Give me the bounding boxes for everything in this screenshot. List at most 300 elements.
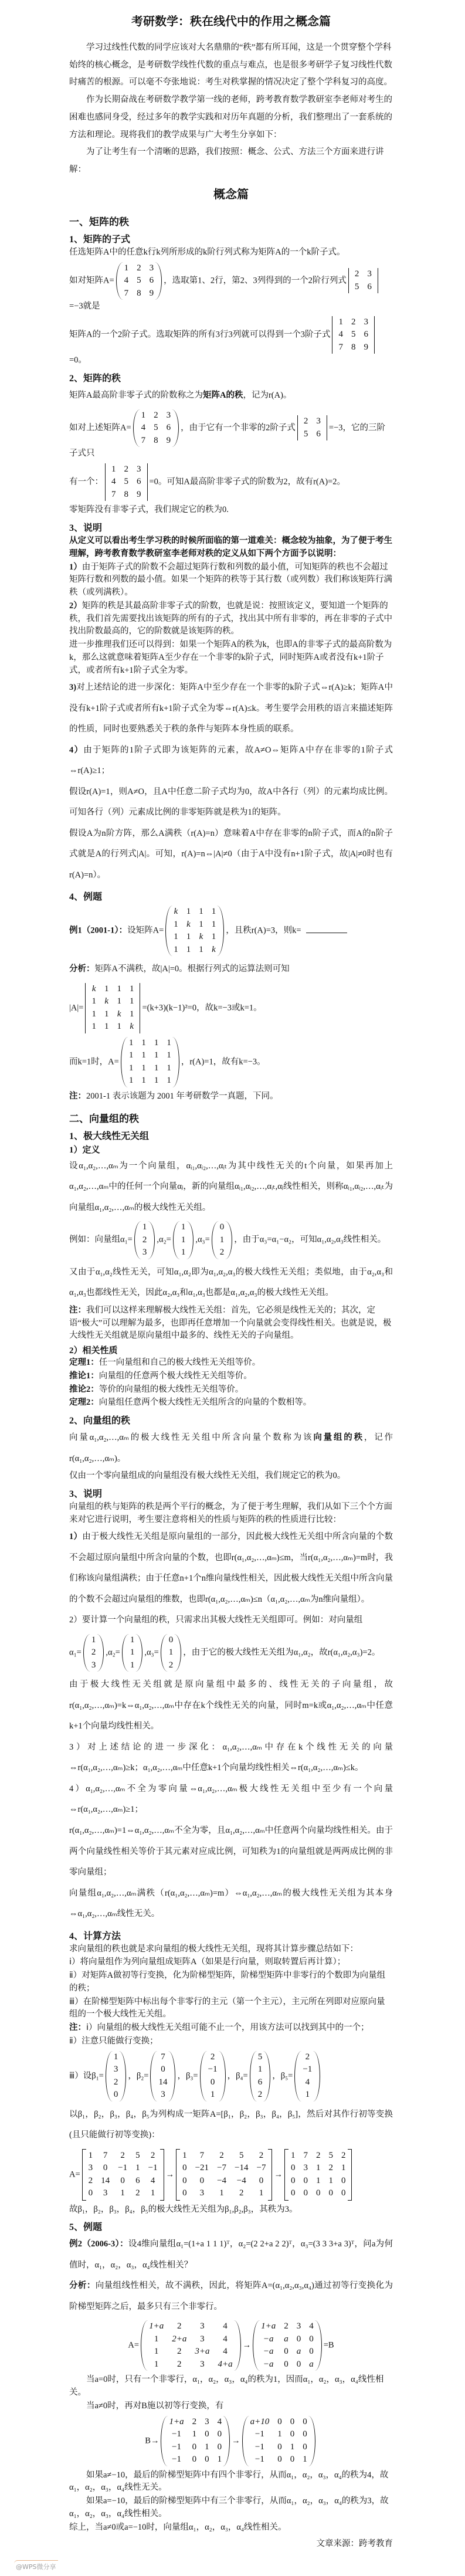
subsection-heading — [69, 889, 393, 903]
bold-text: 推论2： — [69, 1384, 99, 1394]
matrix-cell: 1 — [142, 1222, 147, 1232]
text: 求向量组的秩也就是求向量组的极大线性无关组，现将其计算步骤总结如下： — [69, 1944, 358, 1954]
subsection-heading — [69, 1928, 393, 1942]
matrix-cell: 0 — [290, 2416, 295, 2426]
matrix-cell: 1 — [130, 1635, 135, 1645]
matrix-cell: 2 — [284, 2321, 288, 2331]
matrix-cell: 1 — [141, 1050, 146, 1060]
matrix-cell: 3 — [142, 1248, 147, 1258]
text: 矩阵A最高阶非零子式的阶数称之为 — [69, 391, 203, 400]
text: 向量α₁,α₂,…,αₘ的极大线性无关组中所含向量个数称为该 — [69, 1433, 314, 1443]
matrix-cell: 1 — [154, 1050, 159, 1060]
text: |A|= — [69, 1003, 84, 1013]
matrix-cell: 2 — [120, 2150, 125, 2160]
matrix-cell: 1 — [338, 317, 343, 327]
matrix-cell: 1 — [217, 2455, 222, 2465]
matrix-cell: 1 — [141, 1076, 146, 1086]
text: 二、向量组的秩 — [69, 1113, 139, 1124]
matrix-cell: 1 — [104, 1022, 109, 1032]
matrix-cell: 0 — [284, 2359, 288, 2369]
text: ，由于它的极大线性无关组为α₁,α₂，故r(α₁,α₂,α₃)=2。 — [183, 1648, 381, 1658]
bold-text: 定理2： — [69, 1398, 99, 1408]
matrix-cell: 0 — [217, 2429, 222, 2439]
matrix — [141, 2320, 241, 2371]
matrix-cell: k — [91, 984, 96, 994]
matrix-cell: 1 — [130, 1660, 135, 1670]
text: 由于极大线性无关组就是原向量组中最多的、线性无关的子向量组，故r(α₁,α₂,…,αₘ)=k⇔α₁,α₂,…,αₘ中存在k个线性无关的向量，同时m=k或α₁,α₂,…,αₘ中任意k+1个向量均线性相关。 — [69, 1680, 393, 1731]
matrix-cell: 7 — [199, 2150, 205, 2160]
matrix-cell: 0 — [192, 2442, 197, 2452]
text: 4、例题 — [69, 892, 103, 903]
subsection-heading — [69, 1128, 393, 1142]
subsection-heading — [69, 371, 393, 384]
matrix-cell: 0 — [205, 2455, 209, 2465]
matrix-cell: −1 — [254, 2442, 264, 2452]
paragraph — [69, 1428, 393, 1469]
column-vector — [134, 1221, 155, 1259]
matrix-cell: 6 — [257, 2077, 263, 2087]
matrix — [161, 2416, 230, 2466]
matrix — [176, 2149, 272, 2201]
subsection-heading — [69, 1413, 393, 1426]
bold-text: 2） — [69, 601, 82, 611]
matrix — [165, 906, 224, 956]
matrix — [116, 262, 162, 300]
matrix-cell: 3 — [200, 2334, 205, 2344]
matrix-cell: 0 — [182, 2175, 187, 2185]
matrix-cell: 0 — [277, 2455, 282, 2465]
determinant — [348, 268, 378, 293]
bold-text: 向量组的秩 — [313, 1433, 364, 1443]
text: ，β₂= — [128, 2070, 149, 2080]
column-vector — [161, 1634, 182, 1672]
text: ，β₄= — [227, 2070, 248, 2080]
determinant — [297, 415, 327, 440]
matrix-cell: 4 — [141, 423, 146, 433]
equation-line — [69, 316, 393, 367]
matrix-cell: 2 — [257, 2090, 263, 2100]
matrix-cell: 0 — [290, 2163, 296, 2173]
matrix-cell: 1 — [341, 2163, 346, 2173]
matrix-cell: 2 — [219, 2150, 224, 2160]
matrix-cell: 2 — [154, 410, 158, 420]
matrix-cell: −a — [263, 2347, 274, 2357]
matrix-cell: 1 — [174, 919, 178, 929]
matrix-cell: 1 — [88, 2150, 93, 2160]
text: 进一步推理我们还可以得到：如果一个矩阵A的秩为k，也即A的非零子式的最高阶数为k，那么这就意味着矩阵A至少存在一个非零的k阶子式，同时矩阵A或者没有k+1阶子式，或者所有k+1阶子式全为零。 — [69, 640, 392, 675]
matrix-cell: 1 — [113, 2052, 118, 2062]
matrix-cell: 1 — [211, 932, 216, 942]
text: 任一向量组和自己的极大线性无关组等价。 — [99, 1358, 261, 1368]
paragraph — [69, 1397, 393, 1409]
matrix-cell: 9 — [364, 342, 368, 352]
matrix-cell: 2 — [305, 2052, 310, 2062]
matrix-cell: 4 — [111, 477, 116, 487]
matrix-cell: 7 — [161, 2052, 165, 2062]
paragraph — [69, 1821, 393, 1883]
text: B→ — [145, 2435, 159, 2445]
paragraph — [69, 959, 393, 980]
column-vector — [106, 2051, 127, 2102]
matrix-cell: k — [117, 1009, 121, 1019]
sub-subsection-heading — [69, 1143, 393, 1155]
matrix-cell: 4+a — [218, 2359, 233, 2369]
matrix-cell: 1 — [129, 1009, 134, 1019]
matrix-cell: 7 — [111, 489, 116, 499]
matrix-cell: 1 — [120, 2188, 125, 2198]
text: 如果a=−10，最后的阶梯型矩阵中有三个非零行，从而α₁，α₂，α₃，α₄的秩为3，故α₁，α₂，α₃，α₄线性相关。 — [69, 2496, 389, 2519]
text: =(k+3)(k−1)²=0，故k=−3或k=1。 — [142, 1003, 262, 1013]
text: 又由于α₁,α₂线性无关，可知α₁,α₂即为α₁,α₂,α₃的极大线性无关组；类似地，由于α₂,α₃和α₁,α₃也都线性无关，因此α₂,α₃和α₁,α₃也都是α₁,α₂,α₃的极大线性无关组。 — [69, 1267, 393, 1298]
equation-line — [69, 463, 393, 502]
matrix-cell: 1 — [129, 996, 134, 1006]
matrix-cell: 1 — [104, 1009, 109, 1019]
text: 文章来源：跨考教育 — [316, 2539, 393, 2549]
bold-text: 分析： — [69, 964, 95, 974]
text: ,α₃= — [144, 1648, 159, 1658]
matrix-cell: 0 — [296, 2359, 301, 2369]
bold-text: 分析： — [69, 2281, 96, 2291]
text: ，β₃= — [177, 2070, 198, 2080]
text: r(α₁,α₂,…,αₘ)=1⇔α₁,α₂,…,αₘ不全为零，且α₁,α₂,…,αₘ中任意两个向量均线性相关。由于两个向量线性相关等价于其元素对应成比例，可知秩为1的向量组就是两两成比例的非零向量组； — [69, 1825, 393, 1877]
text: A= — [69, 2169, 80, 2179]
text: ，由于α₃=α₁−α₂，可知α₁,α₂,α₃线性相关。 — [234, 1235, 386, 1245]
text: 4、计算方法 — [69, 1931, 121, 1941]
text: 我们可以这样来理解极大线性无关组：首先，它必须是线性无关的；其次，定语“极大”可以理解为最多，也即再任意增加一个向量就会变得线性相关。也就是说，极大线性无关组就是原向量组中最多的、线性无关的子向量组。 — [69, 1305, 392, 1341]
matrix-cell: 0 — [328, 2188, 333, 2198]
column-vector — [212, 1221, 233, 1259]
subsection-heading — [69, 2219, 393, 2233]
text: 当a≠0时，再对B施以初等行变换，有 — [86, 2401, 224, 2411]
paragraph — [69, 1970, 393, 1995]
matrix-cell: 4 — [309, 2321, 314, 2331]
text: 零矩阵没有非零子式，我们规定它的秩为0. — [69, 505, 229, 515]
matrix-cell: 3 — [103, 2188, 108, 2198]
paragraph — [69, 1610, 393, 1631]
paragraph — [69, 385, 393, 406]
bold-text: 从定义可以看出考生学习秩的时候所面临的第一道难关：概念较为抽象，为了便于考生理解，跨考教育数学教研室李老师对秩的定义从如下两个方面予以说明： — [69, 536, 392, 558]
bold-text: 3) — [69, 683, 77, 693]
matrix-cell: k — [186, 919, 191, 929]
matrix-cell: 7 — [303, 2150, 308, 2160]
matrix-cell: 5 — [303, 429, 308, 439]
bold-text: 注： — [69, 1305, 86, 1315]
intro-paragraph — [69, 39, 393, 91]
matrix-cell: 3 — [200, 2359, 205, 2369]
bold-text: 定理1： — [69, 1358, 99, 1368]
matrix — [253, 2320, 322, 2371]
matrix-cell: 0 — [210, 2077, 215, 2087]
matrix-cell: 1 — [211, 907, 216, 917]
matrix-cell: 0 — [161, 2065, 165, 2075]
bold-text: 注： — [69, 2023, 86, 2033]
matrix — [82, 2149, 164, 2201]
paragraph — [69, 1883, 393, 1925]
bold-text: 推论1： — [69, 1371, 99, 1381]
matrix-cell: 1+a — [261, 2321, 276, 2331]
matrix-cell: 7 — [103, 2150, 108, 2160]
matrix-cell: 0 — [259, 2175, 264, 2185]
matrix-cell: 6 — [135, 2175, 140, 2185]
matrix-cell: 1+a — [149, 2321, 164, 2331]
matrix-cell: 1 — [91, 996, 96, 1006]
paragraph — [69, 1956, 393, 1969]
matrix-cell: 14 — [101, 2175, 110, 2185]
text: ,α₂= — [106, 1648, 120, 1658]
matrix-cell: 0 — [277, 2416, 282, 2426]
matrix-cell: −1 — [254, 2429, 264, 2439]
matrix — [121, 1037, 179, 1087]
matrix-cell: 4 — [217, 2416, 222, 2426]
equation-line — [69, 1633, 393, 1673]
matrix-cell: 6 — [316, 429, 321, 439]
matrix-cell: 0 — [290, 2455, 295, 2465]
matrix-cell: 2 — [113, 2077, 118, 2087]
matrix-cell: 5 — [257, 2052, 263, 2062]
equation-line — [69, 1036, 393, 1088]
text: 矩阵A的一个2阶子式。选取矩阵的所有3行3列就可以得到一个3阶子式 — [69, 330, 331, 340]
matrix-cell: 4 — [223, 2321, 228, 2331]
matrix-cell: −1 — [208, 2065, 218, 2075]
equation-line — [69, 2050, 393, 2102]
matrix-cell: 1 — [135, 2163, 140, 2173]
matrix-cell: 1 — [182, 2150, 187, 2160]
matrix-cell: 3 — [296, 2321, 301, 2331]
paragraph — [69, 1370, 393, 1383]
text: 5、例题 — [69, 2222, 103, 2233]
text: 3、说明 — [69, 1489, 103, 1499]
matrix-cell: 3 — [166, 410, 171, 420]
paragraph — [69, 246, 393, 259]
matrix-cell: 0 — [303, 2442, 307, 2452]
matrix — [133, 409, 179, 448]
matrix-cell: 1 — [168, 1648, 174, 1658]
matrix-cell: 8 — [137, 288, 141, 298]
text: 矩阵的秩是其最高阶非零子式的阶数，也就是说：按照该定义，要知道一个矩阵的秩，我们首先需要找出该矩阵的所有的子式，找出其中所有非零的，再在非零的子式中找出阶数最高的，它的阶数就是该矩阵的秩。 — [69, 601, 392, 636]
matrix-cell: 2+a — [172, 2334, 187, 2344]
matrix-cell: 1 — [257, 2065, 263, 2075]
equation-line — [69, 2148, 393, 2201]
text: 2）相关性质 — [69, 1346, 118, 1356]
text: ，且秩r(A)=3，则k= — [226, 926, 301, 936]
matrix-cell: 1 — [128, 1076, 134, 1086]
paragraph — [69, 677, 393, 740]
matrix-cell: 6 — [367, 282, 372, 292]
paragraph — [69, 1262, 393, 1304]
matrix-cell: −4 — [217, 2175, 227, 2185]
text: 设α₁,α₂,…,αₘ为一个向量组，αᵢ₁,αᵢ₂,…,αᵢₜ为其中线性无关的t个向量，如果再加上α₁,α₂,…,αₘ中的任何一个向量αⱼ，新的向量组αᵢ₁,αᵢ₂,…,αᵢₜ,αⱼ线性相关，则称αᵢ₁,αᵢ₂,…,αᵢₜ为向量组α₁,α₂,…,αₘ的极大线性无关组。 — [69, 1161, 393, 1212]
matrix-cell: 1 — [181, 1235, 186, 1245]
matrix-cell: 3 — [200, 2321, 205, 2331]
text: 由于矩阵子式的阶数不会超过矩阵行数和列数的最小值，可知矩阵的秩也不会超过矩阵行数和列数的最小值。如果一个矩阵的秩等于其行数（或列数）我们称该矩阵行满秩（或列满秩）。 — [69, 562, 392, 598]
wps-watermark: @WPS微分享 — [14, 2560, 58, 2572]
text: 4）α₁,α₂,…,αₘ不全为零向量⇔α₁,α₂,…,αₘ极大线性无关组中至少有一个向量⇔r(α₁,α₂,…,αₘ)≥1； — [69, 1784, 393, 1815]
column-vector — [250, 2051, 271, 2102]
paragraph — [69, 2374, 393, 2399]
text: =−3，它的三阶子式只 — [69, 423, 386, 459]
matrix-cell: 3 — [137, 464, 141, 474]
matrix-cell: 1 — [91, 1009, 96, 1019]
matrix-cell: 0 — [303, 2175, 308, 2185]
paragraph — [69, 1996, 393, 2022]
paragraph — [69, 504, 393, 517]
text: 有一个： — [69, 477, 103, 487]
paragraph — [69, 2469, 393, 2495]
matrix-cell: 6 — [166, 423, 171, 433]
text: 例如：向量组α₁= — [69, 1235, 133, 1245]
matrix-cell: 1 — [154, 1038, 159, 1048]
text: 故β₁，β₂，β₃，β₄，β₅的极大线性无关组为β₁,β₂,β₃，其秩为3。 — [69, 2204, 298, 2214]
paragraph — [69, 740, 393, 782]
text: 为了让考生有一个清晰的思路，我们按照：概念、公式、方法三个方面来进行讲解： — [69, 147, 384, 175]
matrix-cell: 1 — [91, 1022, 96, 1032]
matrix-cell: 1 — [305, 2090, 310, 2100]
matrix-cell: k — [212, 944, 216, 954]
matrix-cell: 1 — [186, 944, 191, 954]
matrix-cell: 1 — [167, 1038, 171, 1048]
matrix-cell: 1 — [154, 2359, 159, 2369]
matrix-cell: 2 — [219, 1248, 225, 1258]
text: 由于极大线性无关组是原向量组的一部分，因此极大线性无关组中所含向量的个数不会超过原向量组中所含向量的个数，也即r(α₁,α₂,…,αₘ)≤m，当r(α₁,α₂,…,αₘ)=m时，我们称该向量组满秩；由于任意n+1个n维向量线性相关，因此极大线性无关组中所含向量的个数不会超过向量组的维数，也即r(α₁,α₂,…,αₘ)≤n（α₁,α₂,…,αₘ为n维向量组）。 — [69, 1532, 393, 1604]
matrix-cell: 1 — [128, 1063, 134, 1073]
text: 对上述结论的进一步深化：矩阵A中至少存在一个非零的k阶子式⇔r(A)≥k；矩阵A中没有k+1阶子式或者所有k+1阶子式全为零⇔r(A)≤k。考生要学会用秩的语言来描述矩阵的性质，同时也要熟悉关于秩的条件与矩阵本身性质的联系。 — [69, 683, 393, 734]
matrix-cell: 1 — [150, 2188, 155, 2198]
matrix-cell: 5 — [124, 477, 128, 487]
intro-paragraph — [69, 91, 393, 144]
matrix-cell: 5 — [351, 330, 356, 340]
text: 如对上述矩阵A= — [69, 423, 131, 433]
matrix-cell: 1 — [186, 907, 191, 917]
text: 矩阵A不满秩，故|A|=0。根据行列式的运算法则可知 — [94, 964, 290, 974]
matrix-cell: 1 — [174, 932, 178, 942]
matrix-cell: 0 — [103, 2163, 108, 2173]
matrix-cell: a — [296, 2347, 301, 2357]
matrix-cell: 3 — [303, 2163, 308, 2173]
text: 如果a≠−10，最后的阶梯型矩阵中有四个非零行，从而α₁，α₂，α₃，α₄的秩为4，故α₁，α₂，α₃，α₄线性无关。 — [69, 2470, 389, 2493]
matrix-cell: 1 — [205, 2442, 209, 2452]
matrix-cell: 3 — [367, 269, 372, 279]
matrix-cell: 2 — [210, 2052, 215, 2062]
text: ⅲ）在阶梯型矩阵中标出每个非零行的主元（第一个主元），主元所在列即对应原向量组的一个极大线性无关组。 — [69, 1997, 385, 2019]
equation-line — [69, 1221, 393, 1260]
text: 假设r(A)=1，则A≠O，且A中任意二阶子式均为0，故A中各行（列）的元素均成比例。可知各行（列）元素成比例的非零矩阵就是秩为1的矩阵。 — [69, 787, 393, 818]
matrix-cell: 1 — [192, 2429, 197, 2439]
matrix-cell: 6 — [137, 477, 141, 487]
matrix-cell: 0 — [309, 2334, 314, 2344]
text: 等价的向量组的极大线性无关组等价。 — [99, 1384, 244, 1394]
bold-text: 4） — [69, 745, 84, 755]
matrix-cell: 4 — [223, 2347, 228, 2357]
paragraph — [69, 1527, 393, 1610]
matrix-cell: 5 — [239, 2150, 244, 2160]
matrix-cell: 1 — [141, 1038, 146, 1048]
article — [69, 0, 393, 2552]
bold-text: 注： — [69, 1091, 86, 1101]
text: 作为长期奋战在考研数学教学第一线的老师，跨考教育数学教研室李老师对考生的困难也感同身受，经过多年的教学实践和对历年真题的分析，我们整理出了一套系统的方法和理论。现将我们的教学成果与广大考生分享如下： — [69, 95, 392, 140]
matrix-cell: 2 — [142, 1235, 147, 1245]
matrix-cell: 3 — [88, 2163, 93, 2173]
matrix — [242, 2416, 315, 2466]
matrix-cell: 7 — [141, 435, 146, 445]
paragraph — [69, 1470, 393, 1483]
matrix-cell: 3 — [113, 2065, 118, 2075]
bold-text: 例1（2001-1）： — [69, 926, 128, 936]
matrix-cell: 1 — [141, 1063, 146, 1073]
section-title — [69, 185, 393, 202]
paragraph — [69, 2521, 393, 2534]
equation-line — [69, 982, 393, 1034]
matrix-cell: 1 — [210, 2090, 215, 2100]
text: =0。可知A最高阶非零子式的阶数为2，故有r(A)=2。 — [149, 477, 346, 487]
column-vector — [294, 2051, 320, 2102]
matrix-cell: 1 — [181, 1222, 186, 1232]
matrix-cell: 1 — [111, 464, 116, 474]
text: 设矩阵A= — [127, 926, 164, 936]
matrix-cell: 2 — [177, 2321, 182, 2331]
matrix-cell: −14 — [235, 2163, 249, 2173]
matrix-cell: 7 — [338, 342, 343, 352]
matrix-cell: 0 — [341, 2188, 346, 2198]
paragraph — [69, 1943, 393, 1956]
intro-paragraph — [69, 144, 393, 178]
subsection-heading — [69, 232, 393, 245]
column-vector — [150, 2051, 175, 2102]
matrix-cell: 1 — [303, 2455, 307, 2465]
text: 考研数学：秩在线代中的作用之概念篇 — [131, 15, 331, 28]
text: =−3就是 — [69, 301, 100, 311]
matrix-cell: 1 — [199, 907, 203, 917]
matrix-cell: a — [309, 2359, 314, 2369]
matrix-cell: k — [104, 996, 109, 1006]
matrix-cell: 0 — [199, 2175, 205, 2185]
paragraph — [69, 1737, 393, 1779]
paragraph — [69, 1384, 393, 1397]
matrix-cell: 1 — [117, 1022, 121, 1032]
matrix-cell: −1 — [148, 2163, 158, 2173]
matrix-cell: 2 — [341, 2150, 346, 2160]
matrix-cell: 2 — [150, 2150, 155, 2160]
text: A= — [128, 2340, 140, 2350]
text: 向量组线性相关，故不满秩，因此，将矩阵A=(α₁,α₂,α₃,α₄)通过初等行变换化为阶梯型矩阵之后，最多只有三个非零行。 — [69, 2281, 393, 2311]
matrix-cell: 0 — [182, 2163, 187, 2173]
matrix-cell: 2 — [88, 2175, 93, 2185]
matrix-cell: 2 — [192, 2416, 197, 2426]
paragraph — [69, 1501, 393, 1527]
text: α₁= — [69, 1648, 82, 1658]
matrix-cell: 2 — [135, 2188, 140, 2198]
text: =0。 — [69, 355, 87, 365]
matrix-cell: 0 — [168, 1635, 174, 1645]
section-heading — [69, 1110, 393, 1125]
matrix-cell: 2 — [354, 269, 359, 279]
matrix-cell: 5 — [328, 2150, 333, 2160]
matrix-cell: k — [174, 907, 178, 917]
matrix-cell: 2 — [328, 2163, 333, 2173]
matrix-cell: 3+a — [195, 2347, 210, 2357]
text: ⅱ）对矩阵A做初等行变换，化为阶梯型矩阵，阶梯型矩阵中非零行的个数即为向量组的秩； — [69, 1971, 386, 1993]
matrix-cell: 0 — [303, 2416, 307, 2426]
matrix-cell: 2 — [259, 2150, 264, 2160]
text: =B — [323, 2340, 334, 2350]
matrix-cell: 1 — [277, 2429, 282, 2439]
text: 由于矩阵的1阶子式即为该矩阵的元素，故A≠O⇔矩阵A中存在非零的1阶子式⇔r(A)≥1； — [69, 745, 393, 776]
matrix-cell: 9 — [149, 288, 154, 298]
matrix-cell: −1 — [172, 2429, 181, 2439]
matrix-cell: 9 — [137, 489, 141, 499]
matrix-cell: 1 — [117, 984, 121, 994]
matrix — [284, 2149, 352, 2201]
matrix-cell: 0 — [217, 2442, 222, 2452]
